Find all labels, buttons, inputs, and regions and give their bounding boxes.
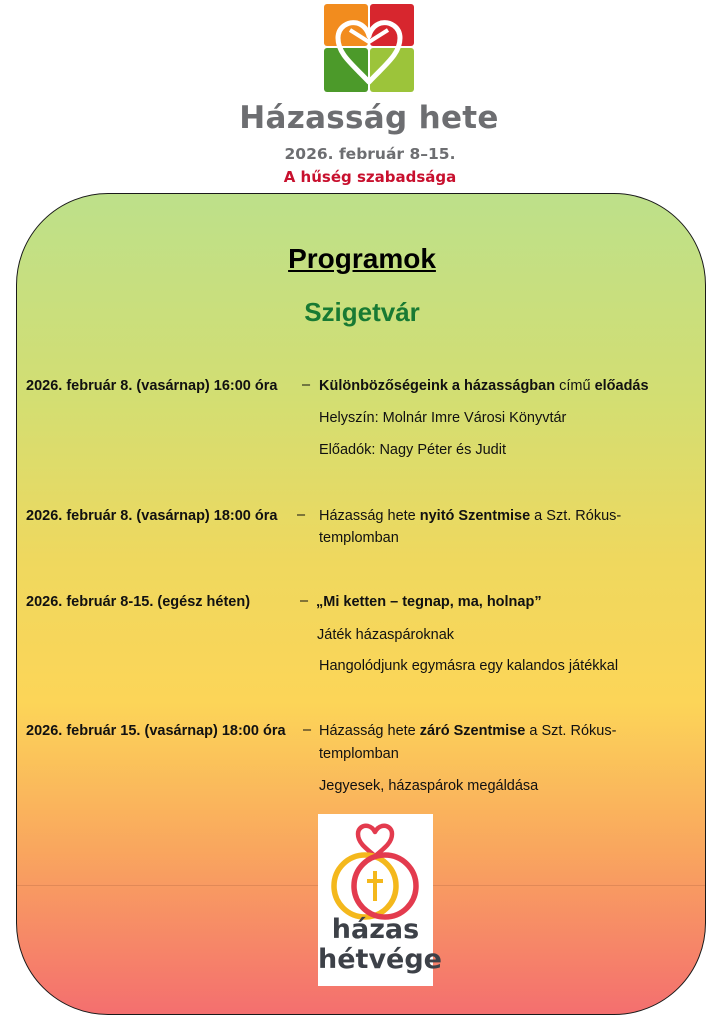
- event-1-title-end: előadás: [594, 378, 649, 394]
- event-3-dash: –: [300, 593, 309, 609]
- hazassag-hete-logo-icon: [322, 2, 416, 94]
- event-3-title: „Mi ketten – tegnap, ma, holnap”: [316, 594, 542, 610]
- event-4-line3: Jegyesek, házaspárok megáldása: [319, 778, 539, 794]
- event-1-title-bold: Különbözőségeink a házasságban: [319, 378, 556, 394]
- event-4-pre: Házasság hete: [319, 723, 420, 739]
- event-3-line2: Játék házaspároknak: [317, 627, 455, 643]
- event-dates: 2026. február 8–15.: [284, 145, 456, 163]
- event-1-speakers: Előadók: Nagy Péter és Judit: [319, 442, 506, 458]
- event-2-dash: –: [297, 507, 306, 523]
- footer-logo-line1: házas: [331, 914, 420, 945]
- event-4-line2: templomban: [319, 746, 399, 762]
- event-4-dash: –: [303, 722, 312, 738]
- event-4-post: a Szt. Rókus-: [525, 723, 617, 739]
- event-motto: A hűség szabadsága: [283, 168, 457, 186]
- event-1-title-mid: című: [555, 378, 595, 394]
- footer-logo-line2: hétvége: [318, 944, 442, 975]
- event-2-line2: templomban: [319, 530, 399, 546]
- event-2-bold: nyitó Szentmise: [419, 508, 531, 524]
- event-2-when: 2026. február 8. (vasárnap) 18:00 óra: [26, 508, 278, 524]
- event-2-post: a Szt. Rókus-: [530, 508, 622, 524]
- event-1-when: 2026. február 8. (vasárnap) 16:00 óra: [26, 378, 278, 394]
- event-4-title: [319, 723, 616, 739]
- event-2-title: [319, 508, 621, 524]
- page-title: Házasság hete: [239, 100, 499, 136]
- event-3-line3: Hangolódjunk egymásra egy kalandos játékkal: [319, 658, 619, 674]
- event-2-pre: Házasság hete: [319, 508, 420, 524]
- event-4-when: 2026. február 15. (vasárnap) 18:00 óra: [26, 723, 286, 739]
- event-4-bold: záró Szentmise: [419, 723, 526, 739]
- rings-heart-cross-icon: [318, 814, 433, 924]
- event-1-location: Helyszín: Molnár Imre Városi Könyvtár: [319, 410, 567, 426]
- event-3-when: 2026. február 8-15. (egész héten): [26, 594, 251, 610]
- program-heading: Programok: [288, 243, 436, 274]
- event-1-title: [319, 378, 649, 394]
- event-1-dash: –: [302, 377, 311, 393]
- city-name: Szigetvár: [304, 297, 420, 327]
